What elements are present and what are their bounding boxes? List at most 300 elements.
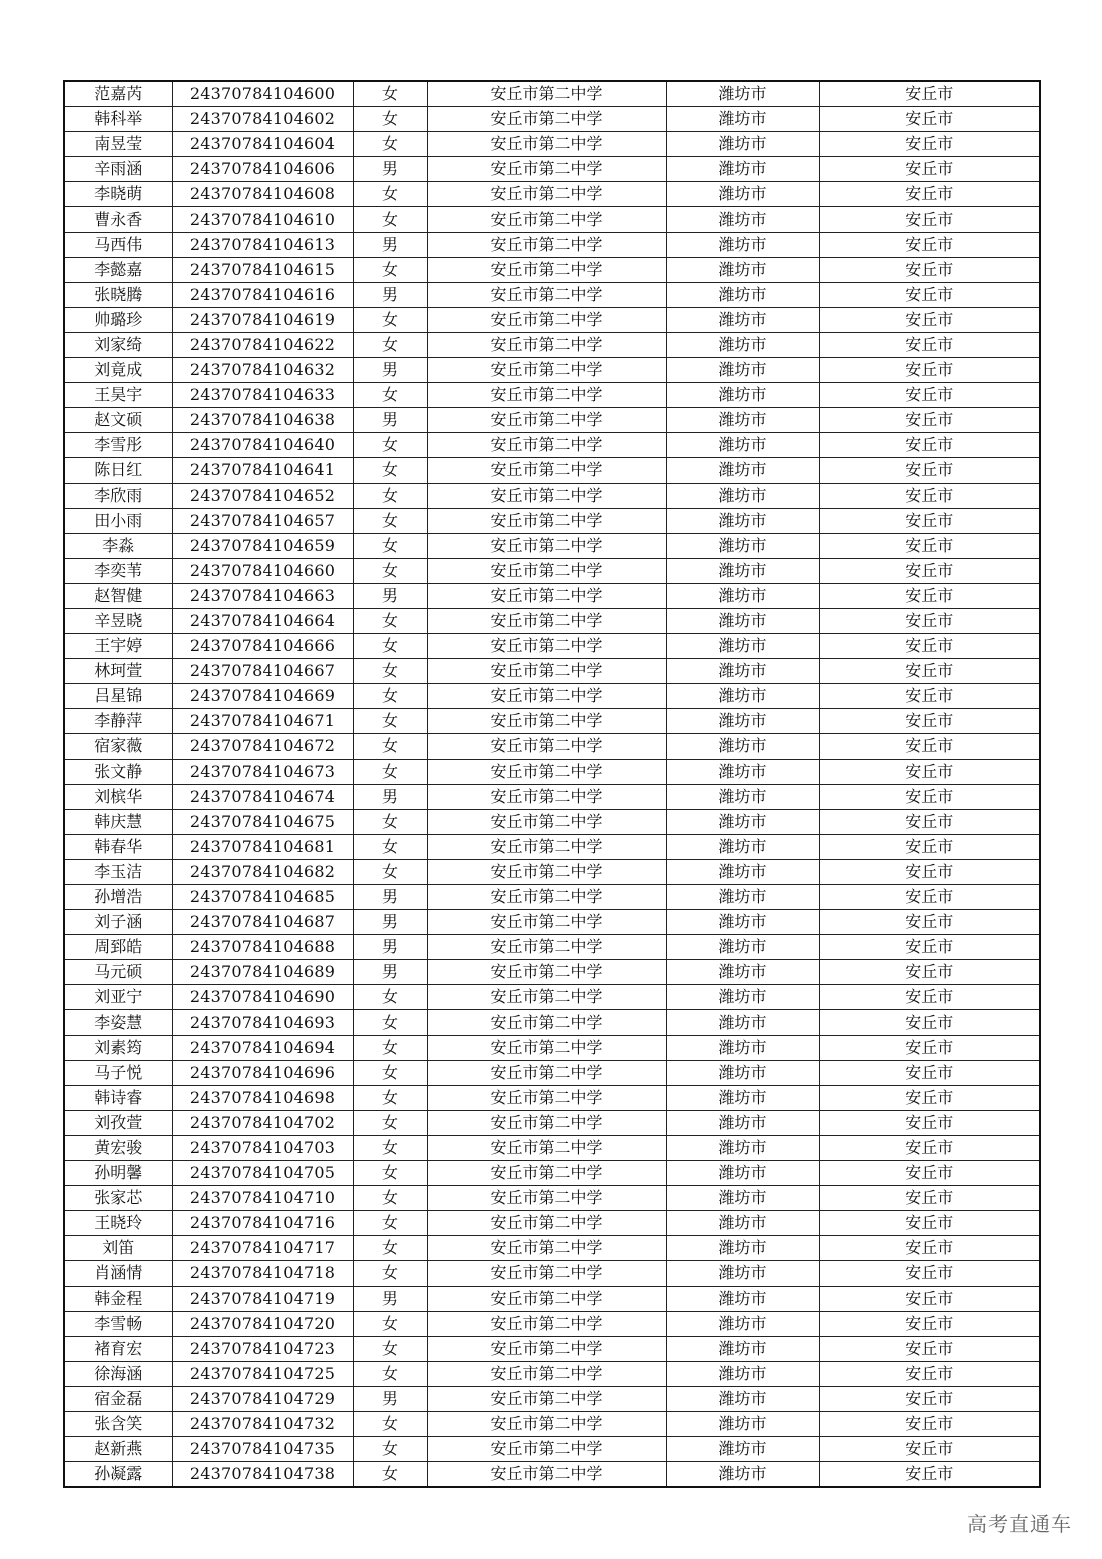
cell-city: 潍坊市: [666, 383, 819, 408]
cell-city: 潍坊市: [666, 784, 819, 809]
cell-name: 赵新燕: [64, 1437, 172, 1462]
cell-exam-id: 24370784104710: [172, 1186, 353, 1211]
table-row: [64, 1462, 1040, 1488]
cell-city: 潍坊市: [666, 508, 819, 533]
cell-county: 安丘市: [819, 859, 1040, 884]
cell-exam-id: 24370784104720: [172, 1311, 353, 1336]
table-row: [64, 1286, 1040, 1311]
cell-county: 安丘市: [819, 358, 1040, 383]
cell-name: 韩科举: [64, 107, 172, 132]
cell-city: 潍坊市: [666, 935, 819, 960]
cell-gender: 女: [353, 608, 427, 633]
table-row: [64, 282, 1040, 307]
cell-name: 帅璐珍: [64, 307, 172, 332]
cell-school: 安丘市第二中学: [427, 232, 666, 257]
cell-gender: 男: [353, 157, 427, 182]
cell-city: 潍坊市: [666, 1085, 819, 1110]
cell-gender: 女: [353, 107, 427, 132]
table-row: [64, 709, 1040, 734]
cell-name: 赵智健: [64, 583, 172, 608]
cell-county: 安丘市: [819, 960, 1040, 985]
cell-exam-id: 24370784104723: [172, 1336, 353, 1361]
table-row: [64, 332, 1040, 357]
cell-city: 潍坊市: [666, 1211, 819, 1236]
cell-county: 安丘市: [819, 558, 1040, 583]
cell-gender: 女: [353, 1236, 427, 1261]
cell-exam-id: 24370784104660: [172, 558, 353, 583]
cell-school: 安丘市第二中学: [427, 910, 666, 935]
cell-exam-id: 24370784104615: [172, 257, 353, 282]
cell-gender: 女: [353, 433, 427, 458]
cell-gender: 男: [353, 1386, 427, 1411]
cell-exam-id: 24370784104641: [172, 458, 353, 483]
cell-city: 潍坊市: [666, 1311, 819, 1336]
table-row: [64, 608, 1040, 633]
cell-name: 刘竟成: [64, 358, 172, 383]
cell-city: 潍坊市: [666, 1361, 819, 1386]
cell-name: 马子悦: [64, 1060, 172, 1085]
cell-school: 安丘市第二中学: [427, 1186, 666, 1211]
table-row: [64, 1437, 1040, 1462]
cell-city: 潍坊市: [666, 1161, 819, 1186]
cell-name: 马西伟: [64, 232, 172, 257]
cell-county: 安丘市: [819, 257, 1040, 282]
cell-school: 安丘市第二中学: [427, 1311, 666, 1336]
cell-school: 安丘市第二中学: [427, 1286, 666, 1311]
table-row: [64, 1211, 1040, 1236]
cell-county: 安丘市: [819, 734, 1040, 759]
cell-school: 安丘市第二中学: [427, 157, 666, 182]
cell-county: 安丘市: [819, 458, 1040, 483]
table-row: [64, 1236, 1040, 1261]
cell-county: 安丘市: [819, 1186, 1040, 1211]
cell-city: 潍坊市: [666, 709, 819, 734]
cell-county: 安丘市: [819, 157, 1040, 182]
table-row: [64, 1261, 1040, 1286]
cell-exam-id: 24370784104632: [172, 358, 353, 383]
cell-gender: 女: [353, 332, 427, 357]
cell-city: 潍坊市: [666, 433, 819, 458]
cell-gender: 女: [353, 1211, 427, 1236]
cell-city: 潍坊市: [666, 458, 819, 483]
cell-county: 安丘市: [819, 1411, 1040, 1436]
cell-school: 安丘市第二中学: [427, 558, 666, 583]
cell-county: 安丘市: [819, 1110, 1040, 1135]
table-row: [64, 885, 1040, 910]
table-row: [64, 634, 1040, 659]
table-row: [64, 583, 1040, 608]
cell-name: 韩诗睿: [64, 1085, 172, 1110]
cell-city: 潍坊市: [666, 282, 819, 307]
cell-name: 南昱莹: [64, 132, 172, 157]
cell-school: 安丘市第二中学: [427, 1361, 666, 1386]
cell-exam-id: 24370784104667: [172, 659, 353, 684]
table-row: [64, 859, 1040, 884]
cell-name: 刘子涵: [64, 910, 172, 935]
cell-county: 安丘市: [819, 1161, 1040, 1186]
cell-gender: 女: [353, 132, 427, 157]
cell-exam-id: 24370784104674: [172, 784, 353, 809]
cell-exam-id: 24370784104738: [172, 1462, 353, 1488]
cell-city: 潍坊市: [666, 1035, 819, 1060]
cell-school: 安丘市第二中学: [427, 508, 666, 533]
cell-school: 安丘市第二中学: [427, 1462, 666, 1488]
cell-school: 安丘市第二中学: [427, 885, 666, 910]
cell-city: 潍坊市: [666, 1411, 819, 1436]
student-table: [63, 80, 1041, 1488]
cell-exam-id: 24370784104687: [172, 910, 353, 935]
cell-name: 李晓萌: [64, 182, 172, 207]
cell-school: 安丘市第二中学: [427, 1386, 666, 1411]
cell-name: 宿家薇: [64, 734, 172, 759]
cell-school: 安丘市第二中学: [427, 659, 666, 684]
cell-gender: 女: [353, 383, 427, 408]
cell-school: 安丘市第二中学: [427, 257, 666, 282]
cell-exam-id: 24370784104613: [172, 232, 353, 257]
cell-county: 安丘市: [819, 659, 1040, 684]
cell-name: 徐海涵: [64, 1361, 172, 1386]
cell-county: 安丘市: [819, 583, 1040, 608]
cell-city: 潍坊市: [666, 809, 819, 834]
cell-gender: 男: [353, 408, 427, 433]
cell-school: 安丘市第二中学: [427, 859, 666, 884]
cell-gender: 女: [353, 1311, 427, 1336]
cell-city: 潍坊市: [666, 1286, 819, 1311]
cell-county: 安丘市: [819, 232, 1040, 257]
table-row: [64, 1361, 1040, 1386]
cell-school: 安丘市第二中学: [427, 458, 666, 483]
cell-county: 安丘市: [819, 508, 1040, 533]
cell-exam-id: 24370784104616: [172, 282, 353, 307]
cell-exam-id: 24370784104698: [172, 1085, 353, 1110]
cell-school: 安丘市第二中学: [427, 960, 666, 985]
cell-county: 安丘市: [819, 1286, 1040, 1311]
cell-exam-id: 24370784104657: [172, 508, 353, 533]
cell-county: 安丘市: [819, 1311, 1040, 1336]
cell-name: 李姿慧: [64, 1010, 172, 1035]
cell-exam-id: 24370784104619: [172, 307, 353, 332]
table-row: [64, 935, 1040, 960]
cell-city: 潍坊市: [666, 608, 819, 633]
cell-city: 潍坊市: [666, 583, 819, 608]
cell-gender: 女: [353, 734, 427, 759]
cell-name: 刘素筠: [64, 1035, 172, 1060]
cell-county: 安丘市: [819, 1035, 1040, 1060]
cell-gender: 女: [353, 182, 427, 207]
cell-gender: 女: [353, 1261, 427, 1286]
cell-county: 安丘市: [819, 533, 1040, 558]
cell-exam-id: 24370784104669: [172, 684, 353, 709]
cell-school: 安丘市第二中学: [427, 132, 666, 157]
cell-exam-id: 24370784104716: [172, 1211, 353, 1236]
cell-name: 王宇婷: [64, 634, 172, 659]
cell-county: 安丘市: [819, 784, 1040, 809]
cell-gender: 女: [353, 1437, 427, 1462]
table-row: [64, 985, 1040, 1010]
cell-name: 孙凝露: [64, 1462, 172, 1488]
cell-school: 安丘市第二中学: [427, 358, 666, 383]
cell-city: 潍坊市: [666, 1236, 819, 1261]
cell-exam-id: 24370784104685: [172, 885, 353, 910]
cell-name: 李懿嘉: [64, 257, 172, 282]
cell-city: 潍坊市: [666, 558, 819, 583]
cell-exam-id: 24370784104681: [172, 834, 353, 859]
cell-school: 安丘市第二中学: [427, 935, 666, 960]
cell-city: 潍坊市: [666, 910, 819, 935]
cell-school: 安丘市第二中学: [427, 1236, 666, 1261]
cell-exam-id: 24370784104725: [172, 1361, 353, 1386]
cell-county: 安丘市: [819, 383, 1040, 408]
cell-city: 潍坊市: [666, 358, 819, 383]
cell-city: 潍坊市: [666, 1135, 819, 1160]
cell-exam-id: 24370784104688: [172, 935, 353, 960]
cell-county: 安丘市: [819, 608, 1040, 633]
cell-exam-id: 24370784104666: [172, 634, 353, 659]
cell-city: 潍坊市: [666, 157, 819, 182]
cell-gender: 男: [353, 358, 427, 383]
cell-city: 潍坊市: [666, 1261, 819, 1286]
cell-county: 安丘市: [819, 1236, 1040, 1261]
table-row: [64, 1386, 1040, 1411]
table-row: [64, 834, 1040, 859]
cell-county: 安丘市: [819, 282, 1040, 307]
cell-county: 安丘市: [819, 985, 1040, 1010]
cell-school: 安丘市第二中学: [427, 1437, 666, 1462]
cell-city: 潍坊市: [666, 1437, 819, 1462]
cell-school: 安丘市第二中学: [427, 809, 666, 834]
table-row: [64, 1161, 1040, 1186]
cell-school: 安丘市第二中学: [427, 307, 666, 332]
cell-gender: 女: [353, 1161, 427, 1186]
cell-school: 安丘市第二中学: [427, 207, 666, 232]
cell-city: 潍坊市: [666, 985, 819, 1010]
cell-name: 韩金程: [64, 1286, 172, 1311]
cell-county: 安丘市: [819, 910, 1040, 935]
cell-school: 安丘市第二中学: [427, 1261, 666, 1286]
cell-name: 田小雨: [64, 508, 172, 533]
cell-city: 潍坊市: [666, 483, 819, 508]
cell-exam-id: 24370784104663: [172, 583, 353, 608]
cell-school: 安丘市第二中学: [427, 834, 666, 859]
cell-school: 安丘市第二中学: [427, 985, 666, 1010]
cell-name: 李淼: [64, 533, 172, 558]
cell-county: 安丘市: [819, 408, 1040, 433]
cell-school: 安丘市第二中学: [427, 332, 666, 357]
cell-gender: 女: [353, 307, 427, 332]
cell-name: 曹永香: [64, 207, 172, 232]
cell-exam-id: 24370784104608: [172, 182, 353, 207]
cell-school: 安丘市第二中学: [427, 1035, 666, 1060]
cell-county: 安丘市: [819, 1336, 1040, 1361]
cell-county: 安丘市: [819, 1462, 1040, 1488]
cell-exam-id: 24370784104693: [172, 1010, 353, 1035]
table-row: [64, 207, 1040, 232]
cell-school: 安丘市第二中学: [427, 533, 666, 558]
cell-name: 张晓腾: [64, 282, 172, 307]
cell-name: 李静萍: [64, 709, 172, 734]
cell-name: 王昊宇: [64, 383, 172, 408]
cell-city: 潍坊市: [666, 659, 819, 684]
cell-exam-id: 24370784104675: [172, 809, 353, 834]
cell-name: 张家芯: [64, 1186, 172, 1211]
table-row: [64, 257, 1040, 282]
cell-city: 潍坊市: [666, 834, 819, 859]
table-row: [64, 910, 1040, 935]
cell-gender: 女: [353, 81, 427, 107]
cell-name: 周郅皓: [64, 935, 172, 960]
watermark-text: 高考直通车: [967, 1512, 1072, 1536]
cell-exam-id: 24370784104682: [172, 859, 353, 884]
table-row: [64, 458, 1040, 483]
cell-gender: 女: [353, 985, 427, 1010]
table-row: [64, 809, 1040, 834]
cell-city: 潍坊市: [666, 1336, 819, 1361]
cell-name: 辛昱晓: [64, 608, 172, 633]
cell-school: 安丘市第二中学: [427, 1010, 666, 1035]
cell-name: 李欣雨: [64, 483, 172, 508]
cell-county: 安丘市: [819, 307, 1040, 332]
cell-city: 潍坊市: [666, 1386, 819, 1411]
cell-exam-id: 24370784104694: [172, 1035, 353, 1060]
cell-gender: 男: [353, 935, 427, 960]
cell-name: 辛雨涵: [64, 157, 172, 182]
cell-exam-id: 24370784104606: [172, 157, 353, 182]
cell-exam-id: 24370784104602: [172, 107, 353, 132]
table-row: [64, 533, 1040, 558]
cell-gender: 女: [353, 859, 427, 884]
cell-county: 安丘市: [819, 834, 1040, 859]
cell-city: 潍坊市: [666, 684, 819, 709]
cell-school: 安丘市第二中学: [427, 1060, 666, 1085]
cell-name: 王晓玲: [64, 1211, 172, 1236]
cell-gender: 男: [353, 282, 427, 307]
cell-school: 安丘市第二中学: [427, 1336, 666, 1361]
cell-city: 潍坊市: [666, 960, 819, 985]
cell-county: 安丘市: [819, 1135, 1040, 1160]
cell-exam-id: 24370784104703: [172, 1135, 353, 1160]
cell-name: 张文静: [64, 759, 172, 784]
cell-name: 肖涵情: [64, 1261, 172, 1286]
table-row: [64, 684, 1040, 709]
cell-exam-id: 24370784104600: [172, 81, 353, 107]
cell-gender: 女: [353, 1336, 427, 1361]
cell-county: 安丘市: [819, 107, 1040, 132]
cell-exam-id: 24370784104672: [172, 734, 353, 759]
cell-gender: 男: [353, 1286, 427, 1311]
cell-gender: 女: [353, 759, 427, 784]
cell-county: 安丘市: [819, 684, 1040, 709]
cell-gender: 女: [353, 1110, 427, 1135]
cell-exam-id: 24370784104633: [172, 383, 353, 408]
cell-county: 安丘市: [819, 1386, 1040, 1411]
cell-exam-id: 24370784104705: [172, 1161, 353, 1186]
table-row: [64, 1110, 1040, 1135]
cell-county: 安丘市: [819, 483, 1040, 508]
cell-gender: 女: [353, 634, 427, 659]
cell-name: 褚育宏: [64, 1336, 172, 1361]
cell-county: 安丘市: [819, 885, 1040, 910]
table-row: [64, 433, 1040, 458]
cell-gender: 女: [353, 1060, 427, 1085]
table-row: [64, 107, 1040, 132]
cell-school: 安丘市第二中学: [427, 383, 666, 408]
cell-exam-id: 24370784104718: [172, 1261, 353, 1286]
cell-school: 安丘市第二中学: [427, 608, 666, 633]
cell-city: 潍坊市: [666, 81, 819, 107]
cell-county: 安丘市: [819, 332, 1040, 357]
cell-name: 李奕苇: [64, 558, 172, 583]
cell-exam-id: 24370784104729: [172, 1386, 353, 1411]
table-row: [64, 408, 1040, 433]
cell-city: 潍坊市: [666, 1186, 819, 1211]
cell-city: 潍坊市: [666, 885, 819, 910]
table-row: [64, 132, 1040, 157]
cell-gender: 女: [353, 834, 427, 859]
cell-name: 韩庆慧: [64, 809, 172, 834]
cell-exam-id: 24370784104638: [172, 408, 353, 433]
table-row: [64, 182, 1040, 207]
table-body: [64, 81, 1040, 1487]
cell-exam-id: 24370784104622: [172, 332, 353, 357]
cell-county: 安丘市: [819, 1060, 1040, 1085]
cell-gender: 女: [353, 709, 427, 734]
table-row: [64, 232, 1040, 257]
cell-county: 安丘市: [819, 132, 1040, 157]
cell-gender: 男: [353, 784, 427, 809]
cell-city: 潍坊市: [666, 207, 819, 232]
cell-name: 李雪畅: [64, 1311, 172, 1336]
cell-exam-id: 24370784104610: [172, 207, 353, 232]
cell-gender: 女: [353, 558, 427, 583]
cell-exam-id: 24370784104735: [172, 1437, 353, 1462]
cell-name: 范嘉芮: [64, 81, 172, 107]
cell-gender: 女: [353, 1135, 427, 1160]
cell-school: 安丘市第二中学: [427, 709, 666, 734]
table-row: [64, 960, 1040, 985]
student-list: [63, 80, 1039, 1488]
cell-school: 安丘市第二中学: [427, 1085, 666, 1110]
cell-gender: 女: [353, 1010, 427, 1035]
cell-county: 安丘市: [819, 1437, 1040, 1462]
cell-city: 潍坊市: [666, 257, 819, 282]
cell-school: 安丘市第二中学: [427, 684, 666, 709]
cell-gender: 女: [353, 207, 427, 232]
cell-exam-id: 24370784104652: [172, 483, 353, 508]
cell-gender: 女: [353, 257, 427, 282]
cell-gender: 女: [353, 483, 427, 508]
table-row: [64, 1186, 1040, 1211]
cell-city: 潍坊市: [666, 307, 819, 332]
cell-exam-id: 24370784104702: [172, 1110, 353, 1135]
cell-name: 赵文硕: [64, 408, 172, 433]
cell-name: 刘槟华: [64, 784, 172, 809]
cell-county: 安丘市: [819, 1010, 1040, 1035]
cell-gender: 女: [353, 659, 427, 684]
cell-name: 韩春华: [64, 834, 172, 859]
cell-school: 安丘市第二中学: [427, 182, 666, 207]
cell-school: 安丘市第二中学: [427, 81, 666, 107]
table-row: [64, 1411, 1040, 1436]
cell-exam-id: 24370784104664: [172, 608, 353, 633]
cell-school: 安丘市第二中学: [427, 483, 666, 508]
cell-school: 安丘市第二中学: [427, 1161, 666, 1186]
cell-gender: 女: [353, 533, 427, 558]
cell-city: 潍坊市: [666, 859, 819, 884]
cell-county: 安丘市: [819, 1261, 1040, 1286]
cell-exam-id: 24370784104696: [172, 1060, 353, 1085]
cell-city: 潍坊市: [666, 332, 819, 357]
cell-name: 刘亚宁: [64, 985, 172, 1010]
